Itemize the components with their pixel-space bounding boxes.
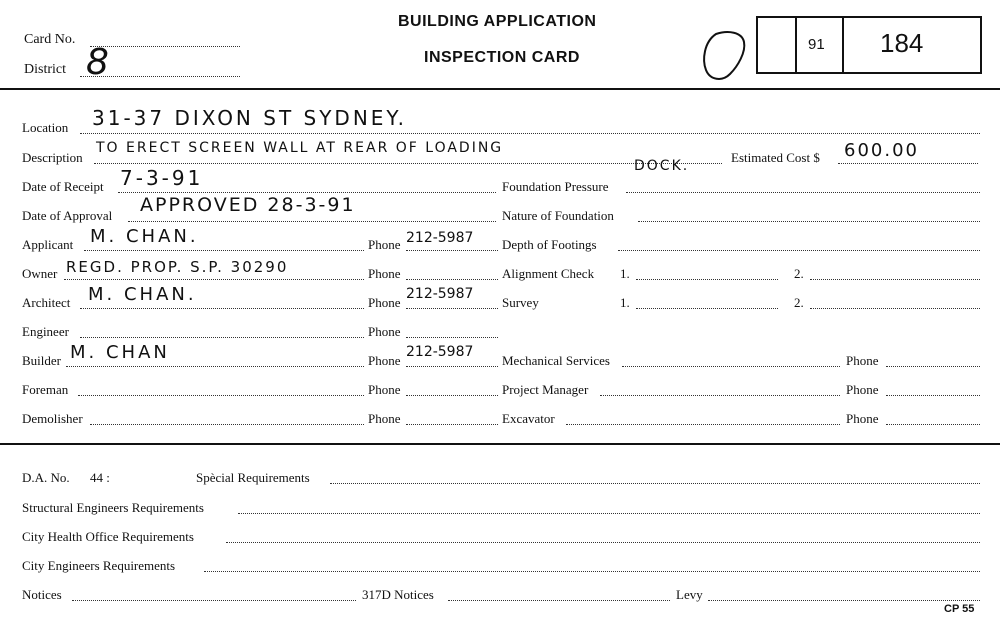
survey-label: Survey xyxy=(502,295,539,310)
foreman-label: Foreman xyxy=(22,382,69,397)
project-manager-phone-line xyxy=(886,395,980,396)
depth-footings-line xyxy=(618,250,980,251)
demolisher-phone-label: Phone xyxy=(368,411,401,426)
nature-foundation-label: Nature of Foundation xyxy=(502,208,614,223)
owner-phone-label: Phone xyxy=(368,266,401,281)
date-approval-label: Date of Approval xyxy=(22,208,113,223)
owner-value: REGD. PROP. S.P. 30290 xyxy=(66,258,289,276)
excavator-line xyxy=(566,424,840,425)
foundation-pressure-label: Foundation Pressure xyxy=(502,179,609,194)
title-line2: INSPECTION CARD xyxy=(424,49,580,66)
city-engineers-requirements-line xyxy=(204,571,980,572)
engineer-phone-label: Phone xyxy=(368,324,401,339)
foundation-pressure-line xyxy=(626,192,980,193)
card-no-line xyxy=(90,46,240,47)
alignment-1-line xyxy=(636,279,778,280)
project-manager-label: Project Manager xyxy=(502,382,589,397)
district-value: 8 xyxy=(86,42,110,83)
architect-phone-value: 212-5987 xyxy=(406,286,474,302)
location-label: Location xyxy=(22,120,69,135)
applicant-label: Applicant xyxy=(22,237,74,252)
nature-foundation-line xyxy=(638,221,980,222)
form-code: CP 55 xyxy=(944,603,975,615)
code-box-divider-2 xyxy=(842,18,844,72)
code-box-divider-1 xyxy=(795,18,797,72)
excavator-phone-line xyxy=(886,424,980,425)
title-line1: BUILDING APPLICATION xyxy=(398,13,597,30)
handwritten-mark-icon xyxy=(698,28,750,84)
structural-requirements-line xyxy=(238,513,980,514)
applicant-phone-label: Phone xyxy=(368,237,401,252)
top-divider xyxy=(0,88,1000,90)
notices-label: Notices xyxy=(22,587,62,602)
project-manager-phone-label: Phone xyxy=(846,382,879,397)
city-engineers-requirements-label: City Engineers Requirements xyxy=(22,558,176,573)
structural-requirements-label: Structural Engineers Requirements xyxy=(22,500,204,515)
survey-1-label: 1. xyxy=(620,295,630,310)
demolisher-phone-line xyxy=(406,424,498,425)
special-requirements-line xyxy=(330,483,980,484)
levy-line xyxy=(708,600,980,601)
location-value: 31-37 DIXON ST SYDNEY. xyxy=(92,106,407,130)
applicant-line xyxy=(84,250,364,251)
estimated-cost-value: 600.00 xyxy=(844,140,919,161)
district-label: District xyxy=(24,62,66,77)
special-requirements-label: Spècial Requirements xyxy=(196,470,310,485)
architect-line xyxy=(80,308,364,309)
engineer-label: Engineer xyxy=(22,324,69,339)
date-approval-value: APPROVED 28-3-91 xyxy=(140,194,356,216)
owner-phone-line xyxy=(406,279,498,280)
mechanical-phone-label: Phone xyxy=(846,353,879,368)
date-receipt-value: 7-3-91 xyxy=(120,166,204,190)
excavator-label: Excavator xyxy=(502,411,555,426)
architect-value: M. CHAN. xyxy=(88,284,197,305)
architect-phone-label: Phone xyxy=(368,295,401,310)
builder-phone-line xyxy=(406,366,498,367)
mechanical-services-label: Mechanical Services xyxy=(502,353,610,368)
project-manager-line xyxy=(600,395,840,396)
description-value: TO ERECT SCREEN WALL AT REAR OF LOADING xyxy=(96,140,504,156)
builder-line xyxy=(66,366,364,367)
da-no-label: D.A. No. xyxy=(22,470,70,485)
owner-label: Owner xyxy=(22,266,58,281)
engineer-phone-line xyxy=(406,337,498,338)
code-number: 184 xyxy=(880,28,924,58)
owner-line xyxy=(64,279,364,280)
date-receipt-line xyxy=(118,192,496,193)
levy-label: Levy xyxy=(676,587,703,602)
location-line xyxy=(80,133,980,134)
code-box xyxy=(756,16,982,74)
estimated-cost-label: Estimated Cost $ xyxy=(731,150,820,165)
alignment-check-label: Alignment Check xyxy=(502,266,595,281)
applicant-phone-value: 212-5987 xyxy=(406,230,474,246)
applicant-value: M. CHAN. xyxy=(90,226,199,247)
mechanical-services-line xyxy=(622,366,840,367)
applicant-phone-line xyxy=(406,250,498,251)
survey-2-line xyxy=(810,308,980,309)
description-line xyxy=(94,163,722,164)
card-no-label: Card No. xyxy=(24,32,76,47)
foreman-phone-label: Phone xyxy=(368,382,401,397)
builder-phone-label: Phone xyxy=(368,353,401,368)
foreman-phone-line xyxy=(406,395,498,396)
excavator-phone-label: Phone xyxy=(846,411,879,426)
survey-1-line xyxy=(636,308,778,309)
alignment-1-label: 1. xyxy=(620,266,630,281)
demolisher-line xyxy=(90,424,364,425)
description-label: Description xyxy=(22,150,83,165)
estimated-cost-line xyxy=(838,163,978,164)
demolisher-label: Demolisher xyxy=(22,411,83,426)
code-prefix: 91 xyxy=(808,36,825,53)
da-no-value: 44 : xyxy=(90,470,110,485)
notices-line xyxy=(72,600,356,601)
architect-phone-line xyxy=(406,308,498,309)
foreman-line xyxy=(78,395,364,396)
depth-footings-label: Depth of Footings xyxy=(502,237,597,252)
alignment-2-line xyxy=(810,279,980,280)
engineer-line xyxy=(80,337,364,338)
description-value-cont: DOCK. xyxy=(634,158,690,174)
alignment-2-label: 2. xyxy=(794,266,804,281)
architect-label: Architect xyxy=(22,295,71,310)
middle-divider xyxy=(0,443,1000,445)
notices-317d-label: 317D Notices xyxy=(362,587,434,602)
health-requirements-line xyxy=(226,542,980,543)
date-approval-line xyxy=(128,221,496,222)
builder-value: M. CHAN xyxy=(70,342,170,363)
builder-phone-value: 212-5987 xyxy=(406,344,474,360)
health-requirements-label: City Health Office Requirements xyxy=(22,529,194,544)
notices-317d-line xyxy=(448,600,670,601)
mechanical-phone-line xyxy=(886,366,980,367)
survey-2-label: 2. xyxy=(794,295,804,310)
date-receipt-label: Date of Receipt xyxy=(22,179,104,194)
builder-label: Builder xyxy=(22,353,61,368)
